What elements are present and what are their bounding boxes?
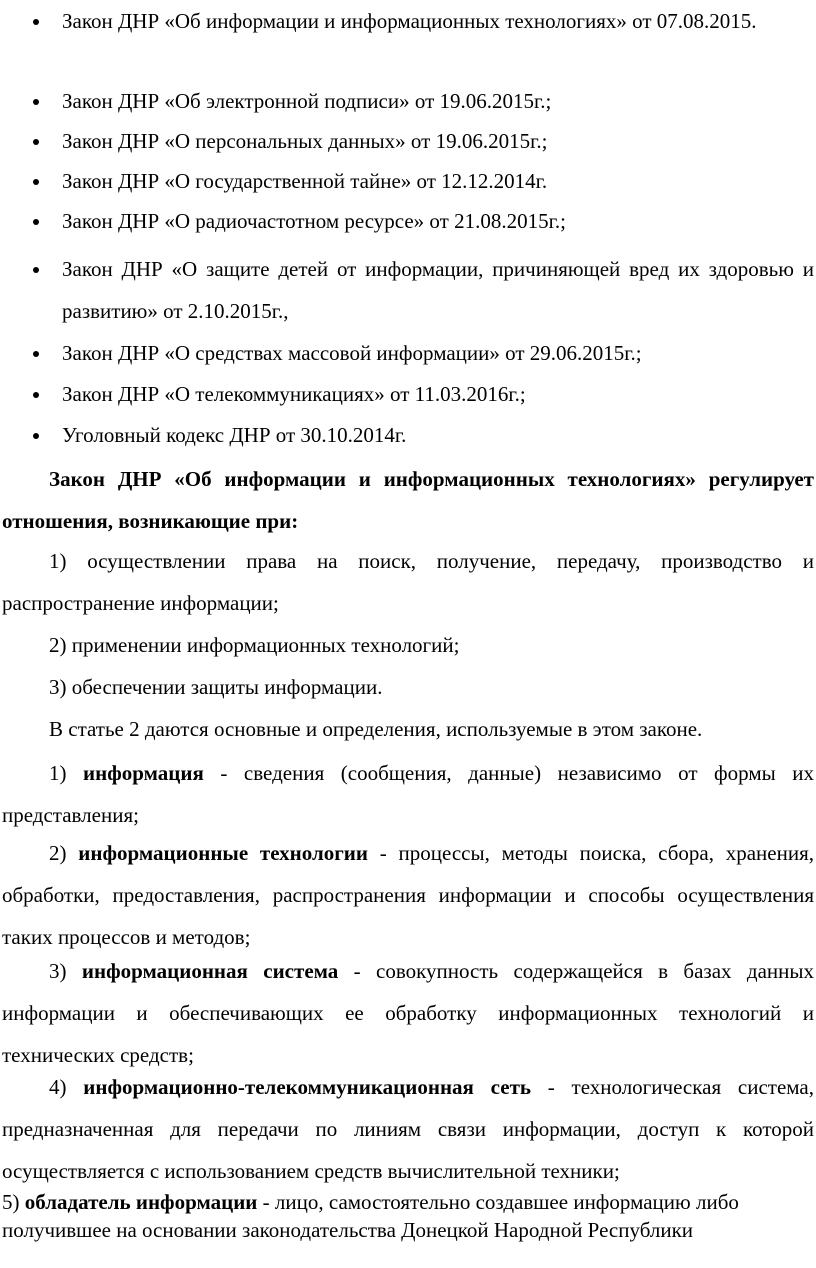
definition (2, 752, 814, 836)
definition-term: информационно-телекоммуникационная сеть (83, 1075, 531, 1099)
definition (2, 1066, 814, 1192)
numbered-item: 3) обеспечении защиты информации. (49, 675, 383, 699)
section-heading: Закон ДНР «Об информации и информационных технологиях» регулирует отношения, возникающие при: (2, 467, 814, 533)
law-list-item: Закон ДНР «Об электронной подписи» от 19.06.2015г.; (62, 80, 814, 122)
law-list-item: Закон ДНР «О радиочастотном ресурсе» от 21.08.2015г.; (62, 200, 814, 242)
definition-text: - совокупность содержащейся в базах данных информации и обеспечивающих ее обработку информационных технологий и технических средств; (2, 959, 814, 1067)
law-list-item: Закон ДНР «О средствах массовой информации» от 29.06.2015г.; (62, 332, 814, 374)
definition-term: информационные технологии (78, 841, 368, 865)
definition-number: 5) (2, 1190, 20, 1214)
definition (2, 832, 814, 958)
definition-number: 3) (49, 959, 67, 983)
law-list-item: Закон ДНР «О защите детей от информации, причиняющей вред их здоровью и развитию» от 2.10.2015г., (62, 248, 814, 332)
definition-term: информационная система (81, 959, 339, 983)
definition-number: 4) (49, 1075, 67, 1099)
definition-text: - технологическая система, предназначенная для передачи по линиям связи информации, доступ к которой осуществляется с использованием средств вычислительной техники; (2, 1075, 814, 1183)
definition (2, 950, 814, 1076)
law-list-item: Закон ДНР «О персональных данных» от 19.06.2015г.; (62, 120, 814, 162)
definition-text: - лицо, самостоятельно создавшее информацию либо получившее на основании законодательства Донецкой Народной Республики (2, 1190, 739, 1242)
intro-paragraph: В статье 2 даются основные и определения, используемые в этом законе. (49, 717, 703, 741)
numbered-item: 1) осуществлении права на поиск, получение, передачу, производство и распространение информации; (2, 549, 814, 615)
definition-text: - сведения (сообщения, данные) независимо от формы их представления; (2, 761, 814, 827)
law-list-item: Закон ДНР «О телекоммуникациях» от 11.03.2016г.; (62, 373, 814, 415)
numbered-item: 2) применении информационных технологий; (49, 633, 460, 657)
definition-term: обладатель информации (24, 1190, 258, 1214)
definition-term: информация (83, 761, 204, 785)
law-list-item: Уголовный кодекс ДНР от 30.10.2014г. (62, 414, 814, 456)
definition-number: 1) (49, 761, 67, 785)
definition-text: - процессы, методы поиска, сбора, хранения, обработки, предоставления, распространения информации и способы осуществления таких процессов и методов; (2, 841, 815, 949)
definition-number: 2) (49, 841, 67, 865)
law-list-item: Закон ДНР «Об информации и информационных технологиях» от 07.08.2015. (62, 0, 814, 42)
definition (2, 1188, 814, 1244)
law-list-item: Закон ДНР «О государственной тайне» от 12.12.2014г. (62, 160, 814, 202)
